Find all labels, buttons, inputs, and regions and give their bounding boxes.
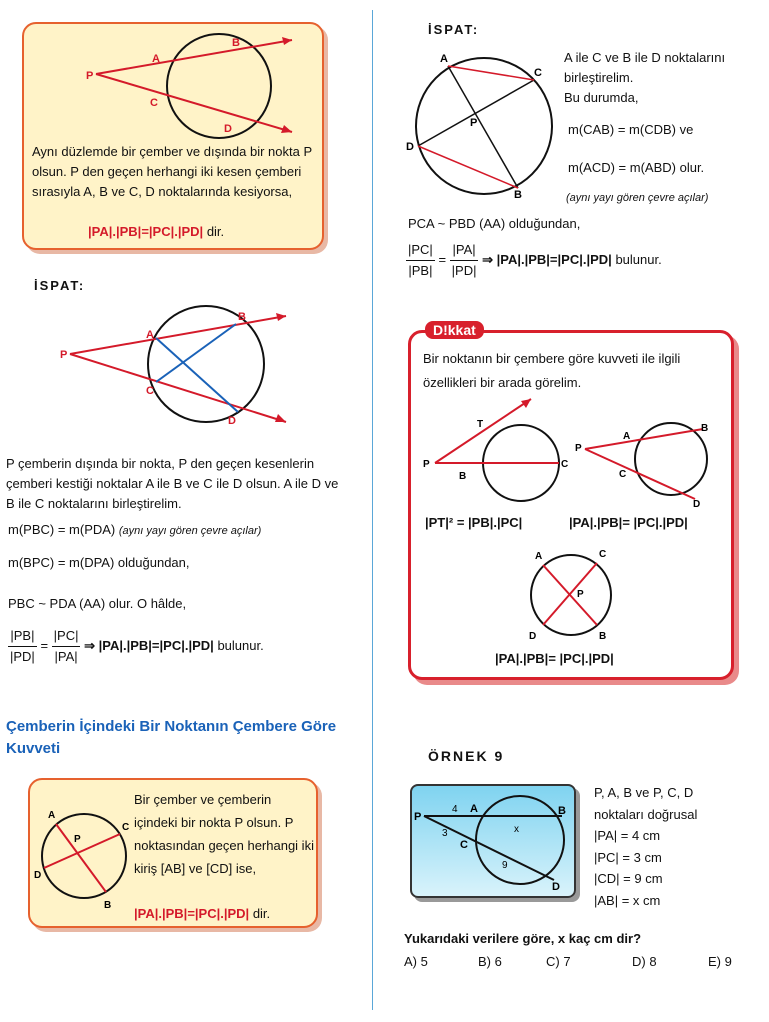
right-proof-text2: Bu durumda, [564, 90, 639, 105]
svg-text:P: P [577, 589, 584, 600]
svg-text:C: C [146, 385, 154, 397]
svg-text:9: 9 [502, 860, 508, 871]
svg-text:D: D [34, 870, 42, 881]
svg-text:B: B [104, 900, 112, 911]
svg-text:C: C [561, 459, 569, 470]
theorem-formula: |PA|.|PB|=|PC|.|PD| [88, 224, 204, 239]
option-b[interactable]: B) 6 [478, 954, 502, 969]
given-line: |CD| = 9 cm [594, 871, 663, 886]
right-frac1-den: |PB| [408, 263, 433, 278]
right-result: ⇒ |PA|.|PB|=|PC|.|PD| [482, 251, 612, 267]
left-frac1-num: |PB| [8, 626, 37, 647]
svg-text:C: C [534, 67, 542, 79]
given-line: |PC| = 3 cm [594, 849, 662, 865]
svg-text:P: P [74, 834, 81, 845]
right-frac1-num: |PC| [406, 240, 435, 261]
svg-text:B: B [558, 805, 566, 817]
example-given [594, 782, 764, 911]
svg-text:B: B [599, 631, 607, 642]
left-frac2-den: |PA| [54, 649, 78, 664]
inner-suffix: dir. [252, 906, 271, 921]
left-result-suffix: bulunur. [217, 637, 264, 653]
given-line: |PA| = 4 cm [594, 828, 661, 843]
svg-text:A: A [440, 53, 448, 65]
right-ratio-line: $\frac{|PC|}{|PB|}$ = $\frac{|PA|}{|PD|}$ ⇒ |PA|.|PB|=|PC|.|PD| bulunur. [406, 240, 662, 281]
svg-text:A: A [535, 551, 543, 562]
given-line: noktaları doğrusal [594, 806, 698, 822]
svg-text:B: B [701, 423, 709, 434]
svg-text:4: 4 [452, 804, 458, 815]
svg-text:B: B [459, 471, 467, 482]
svg-text:B: B [514, 189, 522, 200]
section-title: Çemberin İçindeki Bir Noktanın Çembere Göre Kuvveti [6, 718, 337, 757]
option-c[interactable]: C) 7 [546, 954, 571, 969]
left-eq1-note: (aynı yayı gören çevre açılar) [118, 525, 262, 537]
right-eq1-suffix: ve [679, 122, 694, 137]
inner-theorem-box [28, 778, 318, 928]
svg-text:C: C [619, 469, 627, 480]
left-eq2: m(BPC) = m(DPA) [8, 555, 115, 570]
svg-text:P: P [423, 459, 430, 470]
svg-text:3: 3 [442, 828, 448, 839]
svg-text:B: B [238, 311, 246, 323]
left-proof-heading: İSPAT: [34, 278, 86, 293]
svg-text:P: P [86, 70, 94, 82]
svg-text:D: D [228, 415, 236, 427]
inner-theorem-text: Bir çember ve çemberin içindeki bir nokta P olsun. P noktasından geçen herhangi iki kiriş [AB] ve [CD] ise, [134, 792, 314, 876]
svg-text:P: P [414, 811, 422, 823]
right-eq2-line [568, 158, 704, 178]
right-eq-note: (aynı yayı gören çevre açılar) [566, 192, 709, 204]
theorem-suffix: dir. [206, 224, 225, 239]
left-eq3: PBC ~ PDA (AA) olur. O hâlde, [8, 596, 187, 611]
inner-formula-line [134, 904, 270, 924]
right-eq2: m(ACD) = m(ABD) [568, 160, 676, 175]
example-figure-box [410, 784, 576, 898]
right-proof-heading: İSPAT: [428, 22, 480, 37]
left-eq2-line [8, 553, 190, 573]
column-divider [372, 10, 373, 1010]
svg-text:D: D [224, 123, 232, 135]
left-eq2-suffix: olduğundan, [117, 555, 190, 570]
option-e[interactable]: E) 9 [708, 954, 732, 969]
svg-text:D: D [529, 631, 537, 642]
svg-text:B: B [232, 37, 240, 49]
left-proof-text: P çemberin dışında bir nokta, P den geçen kesenlerin çemberi kestiği noktalar A ile B ve C ile D olsun. A ile D ve B ile C noktalarını birleştirelim. [6, 456, 339, 511]
proof-diagram-left [60, 300, 320, 430]
secant-diagram-small [575, 419, 725, 509]
svg-text:C: C [460, 839, 468, 851]
inner-chord-diagram [34, 804, 134, 914]
right-eq2-suffix: olur. [679, 160, 705, 175]
svg-text:P: P [60, 349, 68, 361]
svg-text:A: A [48, 810, 56, 821]
right-frac2-num: |PA| [450, 240, 479, 261]
svg-text:A: A [152, 53, 160, 65]
dikkat-formula-2: |PA|.|PB|= |PC|.|PD| [569, 515, 688, 530]
chord-diagram-small [521, 545, 621, 645]
given-line: P, A, B ve P, C, D [594, 785, 694, 800]
tangent-diagram [419, 393, 579, 503]
svg-text:T: T [477, 419, 484, 430]
svg-text:D: D [406, 141, 414, 153]
inner-formula: |PA|.|PB|=|PC|.|PD| [134, 906, 250, 921]
dikkat-formula-1: |PT|² = |PB|.|PC| [425, 515, 523, 530]
option-d[interactable]: D) 8 [632, 954, 657, 969]
theorem-box [22, 22, 324, 250]
svg-text:x: x [514, 824, 519, 835]
example-question: Yukarıdaki verilere göre, x kaç cm dir? [404, 931, 642, 946]
svg-text:A: A [470, 803, 478, 815]
example-title: ÖRNEK 9 [428, 748, 505, 764]
theorem-text: Aynı düzlemde bir çember ve dışında bir nokta P olsun. P den geçen herhangi iki kesen çemberi sırasıyla A, B ve C, D noktalarında kesiyorsa, [32, 144, 312, 199]
svg-text:P: P [575, 443, 582, 454]
right-eq3: PCA ~ PBD (AA) olduğundan, [408, 216, 581, 231]
svg-text:D: D [552, 881, 560, 893]
dikkat-tag: D!kkat [425, 321, 484, 339]
left-eq1: m(PBC) = m(PDA) [8, 522, 116, 537]
proof-diagram-right [400, 50, 565, 200]
left-eq1-line [8, 520, 261, 541]
left-result: ⇒ |PA|.|PB|=|PC|.|PD| [84, 637, 214, 653]
svg-text:C: C [122, 822, 130, 833]
left-frac2-num: |PC| [52, 626, 81, 647]
secant-diagram [24, 24, 324, 144]
theorem-formula-line [88, 222, 224, 242]
dikkat-formula-3: |PA|.|PB|= |PC|.|PD| [495, 651, 614, 666]
right-eq1-line [568, 120, 693, 140]
right-result-suffix: bulunur. [615, 251, 662, 267]
svg-text:C: C [150, 97, 158, 109]
left-frac1-den: |PD| [10, 649, 35, 664]
svg-text:P: P [470, 117, 478, 129]
svg-text:A: A [146, 329, 154, 341]
option-a[interactable]: A) 5 [404, 954, 428, 969]
dikkat-box [408, 322, 734, 680]
left-ratio-line: $\frac{|PB|}{|PD|}$ = $\frac{|PC|}{|PA|}$ ⇒ |PA|.|PB|=|PC|.|PD| bulunur. [8, 626, 264, 667]
right-frac2-den: |PD| [451, 263, 477, 278]
example-diagram [412, 786, 576, 898]
right-proof-text1: A ile C ve B ile D noktalarını birleştirelim. [564, 50, 726, 85]
svg-text:A: A [623, 431, 631, 442]
svg-text:D: D [693, 499, 701, 509]
dikkat-text: Bir noktanın bir çembere göre kuvveti ile ilgili özellikleri bir arada görelim. [423, 351, 681, 390]
given-line: |AB| = x cm [594, 892, 661, 908]
right-eq1: m(CAB) = m(CDB) [568, 122, 676, 137]
svg-text:C: C [599, 549, 607, 560]
